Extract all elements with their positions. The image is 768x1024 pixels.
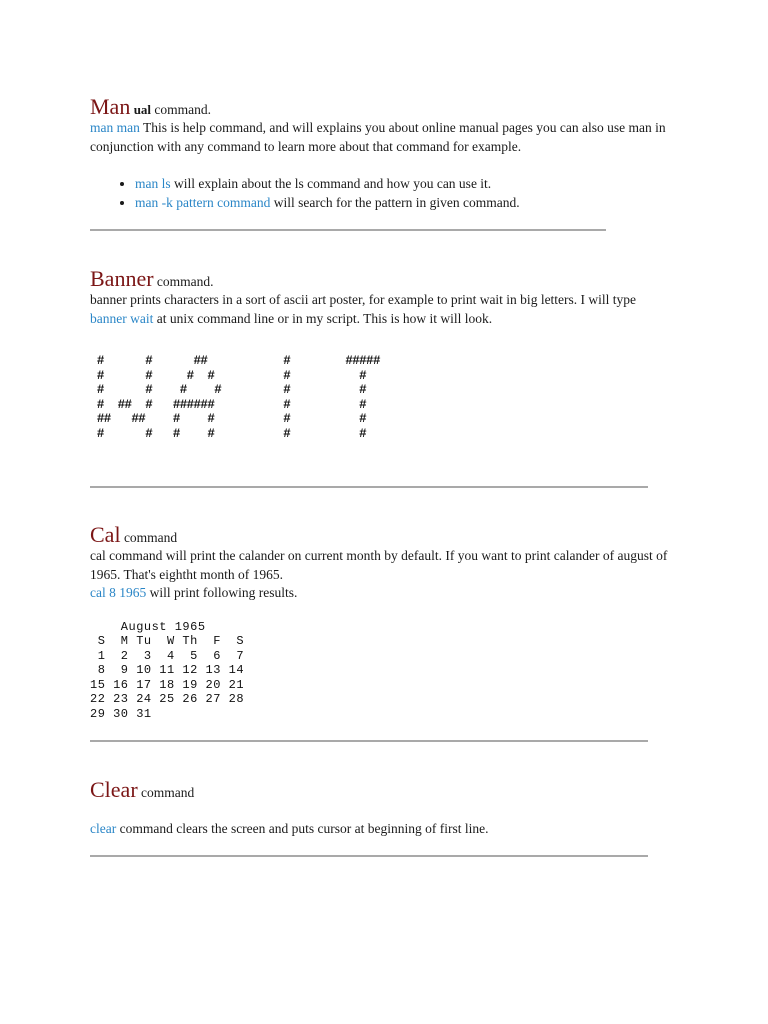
- man-description-text: This is help command, and will explains you about online manual pages you can also use man in conjunction with any command to learn more about that command for example.: [90, 120, 666, 154]
- banner-heading: [90, 267, 680, 291]
- man-section: [90, 95, 680, 212]
- cal-usage-text: will print following results.: [146, 585, 298, 600]
- clear-description-text: command clears the screen and puts cursor at beginning of first line.: [116, 821, 489, 836]
- clear-heading: [90, 778, 690, 802]
- cal-usage: [90, 584, 690, 603]
- cal-heading-title: Cal: [90, 522, 121, 547]
- man-heading-label: command.: [154, 102, 212, 117]
- man-description: [90, 119, 680, 156]
- cal-8-1965-link[interactable]: cal 8 1965: [90, 585, 147, 600]
- list-item-text: will explain about the ls command and how you can use it.: [170, 176, 492, 191]
- section-divider: [90, 486, 648, 488]
- man-ls-link[interactable]: man ls: [135, 176, 171, 191]
- man-heading-suffix: ual: [133, 102, 152, 117]
- clear-section: [90, 778, 690, 839]
- cal-section: [90, 523, 690, 722]
- list-item: [135, 193, 680, 212]
- man-heading-title: Man: [90, 94, 131, 119]
- section-divider: [90, 855, 648, 857]
- clear-heading-label: command: [141, 785, 195, 800]
- clear-description: [90, 820, 690, 839]
- banner-usage-text: at unix command line or in my script. This is how it will look.: [153, 310, 493, 326]
- banner-wait-link[interactable]: banner wait: [90, 310, 154, 326]
- clear-heading-title: Clear: [90, 777, 138, 802]
- man-examples-list: [90, 174, 680, 212]
- list-item: [135, 174, 680, 193]
- clear-link[interactable]: clear: [90, 821, 117, 836]
- banner-description: banner prints characters in a sort of ascii art poster, for example to print wait in big letters. I will type: [90, 292, 637, 307]
- section-divider: [90, 740, 648, 742]
- man-man-link[interactable]: man man: [90, 120, 140, 135]
- man-heading: [90, 95, 680, 119]
- cal-heading-label: command: [123, 530, 178, 545]
- banner-heading-label: command.: [156, 274, 214, 289]
- man-k-pattern-link[interactable]: man -k pattern command: [135, 195, 271, 210]
- cal-output: August 1965 S M Tu W Th F S 1 2 3 4 5 6 7 8 9 10 11 12 13 14 15 16 17 18 19 20 21 22 23 24 25 26 27 28 29 30 31: [90, 619, 245, 722]
- banner-heading-title: Banner: [90, 266, 154, 291]
- list-item-text: will search for the pattern in given command.: [270, 195, 520, 210]
- banner-section: [90, 267, 680, 442]
- banner-usage: [90, 310, 680, 329]
- banner-ascii-art: # # ## # ##### # # # # # # # # # # # # # ## # ###### # # ## ## # # # # # # # # # #: [96, 354, 380, 441]
- cal-description: cal command will print the calander on current month by default. If you want to print calander of august of 1965. That's eightht month of 1965.: [90, 548, 668, 582]
- section-divider: [90, 229, 606, 231]
- cal-heading: [90, 523, 690, 547]
